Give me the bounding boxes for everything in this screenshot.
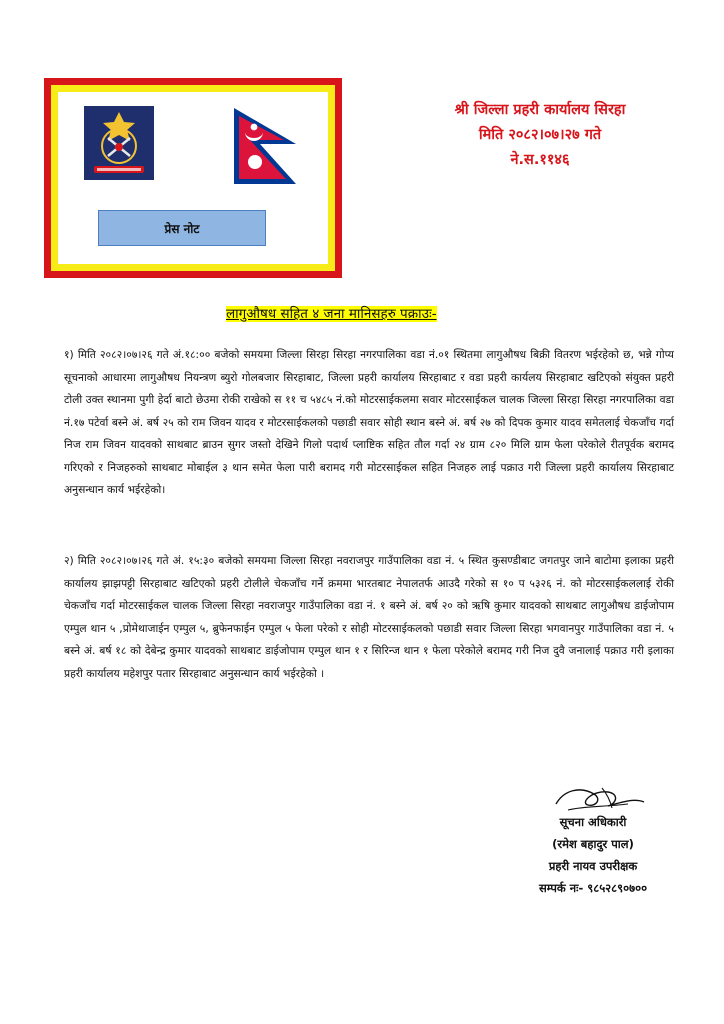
headline-text: लागुऔषध सहित ४ जना मानिसहरु पक्राउः- [226,306,437,322]
banner-yellow-frame [51,85,335,271]
signatory-rank: प्रहरी नायव उपरीक्षक [548,859,638,873]
paragraph-2: २) मिति २०८२।०७।२६ गते अं. १५:३० बजेको समयमा जिल्ला सिरहा नवराजपुर गाउँपालिका वडा नं. ५ स्थित कुसण्डीबाट जगतपुर जाने बाटोमा इलाका प्रहरी कार्यालय झाझपट्टी सिरहाबाट खटिएको प्रहरी टोलीले चेकजाँच गर्ने क्रममा भारतबाट नेपालतर्फ आउदै गरेको स १० प ५३२६ नं. को मोटरसाईकललाई रोकी चेकजाँच गर्दा मोटरसाईकल चालक जिल्ला सिरहा नवराजपुर गाउँपालिका वडा नं. १ बस्ने अं. बर्ष २० को ऋषि कुमार यादवको साथबाट लागुऔषध डाईजोपाम एम्पुल थान ५ ,प्रोमेथाजाईन एम्पुल ५, ब्रुफेनफाईन एम्पुल ५ फेला परेको र सोही मोटरसाईकलको पछाडी सवार जिल्ला सिरहा भगवानपुर गाउँपालिका वडा नं. ५ बस्ने अं. बर्ष १८ को देबेन्द्र कुमार यादवको साथबाट डाईजोपाम एम्पुल थान १ र सिरिन्ज थान १ फेला परेकोले बरामद गरी निज दुवै जनालाई पक्राउ गरी इलाका प्रहरी कार्यालय महेशपुर पतार सिरहाबाट अनुसन्धान कार्य भईरहेको । [64,554,674,680]
signatory-title: सूचना अधिकारी [559,815,627,829]
paragraph-1: १) मिति २०८२।०७।२६ गते अं.१८:०० बजेको समयमा जिल्ला सिरहा सिरहा नगरपालिका वडा नं.०१ स्थितमा लागुऔषध बिक्री वितरण भईरहेको छ, भन्ने गोप्य सूचनाको आधारमा लागुऔषध नियन्त्रण ब्युरो गोलबजार सिरहाबाट, जिल्ला प्रहरी कार्यालय सिरहाबाट र वडा प्रहरी कार्यलय सिरहाबाट खटिएको संयुक्त प्रहरी टोली उक्त स्थानमा पुगी हेर्दा बाटो छेउमा रोकी राखेको स ११ च ५४८५ नं.को मोटरसाईकलमा सवार मोटरसाईकल चालक जिल्ला सिरहा सिरहा नगरपालिका वडा नं.१७ पटेर्वा बस्ने अं. बर्ष २५ को राम जिवन यादव र मोटरसाईकलको पछाडी सवार सोही स्थान बस्ने अं. बर्ष २७ को दिपक कुमार यादव समेतलाई चेकजाँच गर्दा निज राम जिवन यादवको साथबाट ब्राउन सुगर जस्तो देखिने गिलो पदार्थ प्लाष्टिक सहित तौल गर्दा २४ ग्राम ८२० मिलि ग्राम फेला परेकोले रीतपूर्वक बरामद गरिएको र निजहरुको साथबाट मोबाईल ३ थान समेत फेला पारी बरामद गरी मोटरसाईकल सहित निजहरु लाई पक्राउ गरी जिल्ला प्रहरी कार्यालय सिरहाबाट अनुसन्धान कार्य भईरहेको। [64,348,674,496]
signature-block [478,811,708,899]
signatory-name: (रमेश बहादुर पाल) [552,837,634,851]
reference-number: ने.स.११४६ [510,152,570,168]
press-note-label: प्रेस नोट [98,210,266,246]
contact-number: सम्पर्क नः- ९८५२८९०७०० [538,881,648,895]
nepal-flag-icon [230,106,300,186]
news-headline [226,304,437,324]
office-name: श्री जिल्ला प्रहरी कार्यालय सिरहा [454,102,626,118]
nepal-police-emblem-icon [84,106,154,180]
office-header [360,98,720,173]
banner-content [58,92,328,264]
press-note-banner [44,78,342,278]
issue-date: मिति २०८२।०७।२७ गते [478,127,602,143]
